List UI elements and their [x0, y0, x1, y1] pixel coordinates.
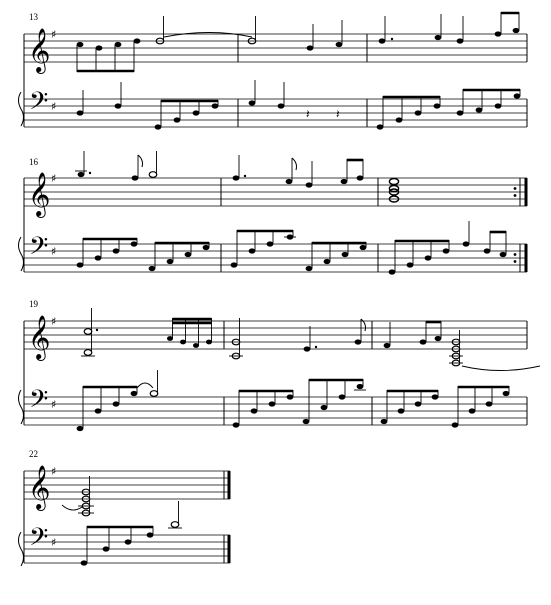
key-signature-sharp-icon: ♯	[51, 315, 57, 328]
key-signature-sharp-icon: ♯	[51, 398, 57, 411]
bass-clef-icon: 𝄢	[29, 385, 49, 420]
treble-notes-m20	[229, 318, 366, 359]
key-signature-sharp-icon: ♯	[51, 28, 57, 41]
treble-notes-m14	[248, 16, 342, 51]
treble-notes-m16	[75, 151, 157, 181]
treble-clef-icon: 𝄞	[28, 172, 51, 216]
treble-clef-icon: 𝄞	[28, 465, 51, 509]
bass-clef-icon: 𝄢	[29, 87, 49, 122]
treble-notes-m13	[77, 16, 252, 72]
treble-notes-m15	[379, 12, 520, 44]
treble-staff	[24, 178, 527, 206]
measure-number-13: 13	[29, 12, 38, 22]
treble-notes-m21	[384, 321, 540, 371]
treble-clef-icon: 𝄞	[28, 315, 51, 359]
key-signature-sharp-icon: ♯	[51, 172, 57, 185]
grand-staff-brace	[19, 92, 24, 126]
measure-number-22: 22	[29, 449, 38, 459]
bass-notes-m14	[249, 80, 340, 121]
system-4	[19, 449, 231, 566]
bass-staff	[24, 99, 527, 127]
quarter-rest-icon: 𝄽	[336, 107, 340, 121]
bass-clef-icon: 𝄢	[29, 523, 49, 558]
treble-notes-m22	[62, 476, 94, 516]
bass-notes-m20	[233, 379, 366, 428]
bass-notes-m16	[77, 238, 210, 271]
key-signature-sharp-icon: ♯	[51, 100, 57, 113]
quarter-rest-icon: 𝄽	[306, 107, 310, 121]
system-2	[19, 151, 528, 275]
key-signature-sharp-icon: ♯	[51, 536, 57, 549]
system-3	[19, 299, 541, 431]
bass-clef-icon: 𝄢	[29, 232, 49, 267]
treble-notes-m18	[389, 179, 398, 203]
bass-notes-m18	[389, 221, 507, 275]
system-1	[19, 12, 528, 130]
bass-notes-m19	[77, 370, 158, 431]
key-signature-sharp-icon: ♯	[51, 245, 57, 258]
treble-staff	[24, 321, 527, 349]
bass-notes-m21	[381, 386, 510, 428]
treble-notes-m17	[233, 155, 364, 188]
measure-number-16: 16	[29, 157, 38, 167]
bass-notes-m15	[377, 89, 521, 130]
key-signature-sharp-icon: ♯	[51, 465, 57, 478]
treble-clef-icon: 𝄞	[28, 28, 51, 72]
measure-number-19: 19	[29, 299, 38, 309]
